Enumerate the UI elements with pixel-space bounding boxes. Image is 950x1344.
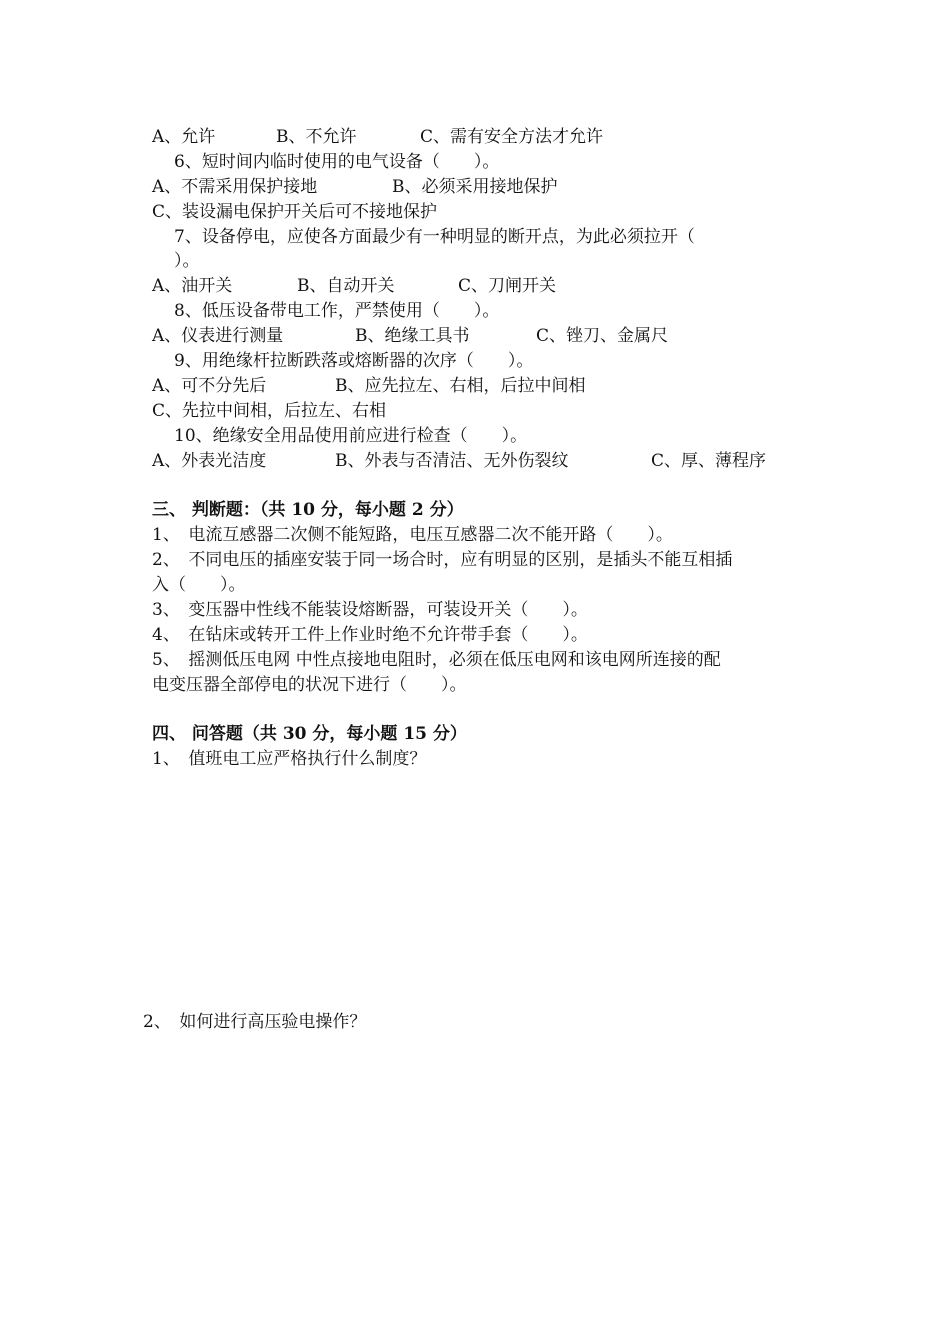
q6-option-c: C、装设漏电保护开关后可不接地保护 — [152, 202, 438, 222]
essay-question-2: 2、 如何进行高压验电操作？ — [143, 1012, 367, 1032]
section-3-heading: 三、 判断题：（共 10 分，每小题 2 分） — [152, 500, 464, 520]
essay-question-1: 1、 值班电工应严格执行什么制度？ — [152, 749, 427, 769]
question-7-line-2: ）。 — [174, 251, 200, 271]
question-7-line-1: 7、设备停电，应使各方面最少有一种明显的断开点，为此必须拉开（ — [174, 227, 695, 247]
q9-option-c: C、先拉中间相，后拉左、右相 — [152, 401, 387, 421]
q10-option-c: C、厚、薄程序 — [651, 451, 767, 471]
judgment-item-2-line-2: 入（ ）。 — [152, 575, 246, 595]
q5-option-c: C、需有安全方法才允许 — [420, 127, 604, 147]
section-4-heading: 四、 问答题（共 30 分，每小题 15 分） — [152, 724, 467, 744]
q5-option-a: A、允许 — [152, 127, 216, 147]
q9-option-a: A、可不分先后 — [152, 376, 267, 396]
judgment-item-3: 3、 变压器中性线不能装设熔断器，可装设开关（ ）。 — [152, 600, 588, 620]
q6-option-a: A、不需采用保护接地 — [152, 177, 318, 197]
question-10: 10、绝缘安全用品使用前应进行检查（ ）。 — [174, 426, 528, 446]
q8-option-a: A、仪表进行测量 — [152, 326, 284, 346]
q7-option-b: B、自动开关 — [297, 276, 395, 296]
q6-option-b: B、必须采用接地保护 — [392, 177, 558, 197]
q8-option-c: C、锉刀、金属尺 — [536, 326, 669, 346]
judgment-item-1: 1、 电流互感器二次侧不能短路，电压互感器二次不能开路（ ）。 — [152, 525, 673, 545]
q8-option-b: B、绝缘工具书 — [355, 326, 470, 346]
question-9: 9、用绝缘杆拉断跌落或熔断器的次序（ ）。 — [174, 351, 534, 371]
q10-option-b: B、外表与否清洁、无外伤裂纹 — [335, 451, 569, 471]
judgment-item-5-line-2: 电变压器全部停电的状况下进行（ ）。 — [152, 675, 467, 695]
q7-option-a: A、油开关 — [152, 276, 233, 296]
judgment-item-2-line-1: 2、 不同电压的插座安装于同一场合时，应有明显的区别，是插头不能互相插 — [152, 550, 733, 570]
question-8: 8、低压设备带电工作，严禁使用（ ）。 — [174, 301, 500, 321]
q5-option-b: B、不允许 — [276, 127, 357, 147]
judgment-item-5-line-1: 5、 摇测低压电网 中性点接地电阻时，必须在低压电网和该电网所连接的配 — [152, 650, 721, 670]
q10-option-a: A、外表光洁度 — [152, 451, 267, 471]
q7-option-c: C、刀闸开关 — [458, 276, 557, 296]
q9-option-b: B、应先拉左、右相，后拉中间相 — [335, 376, 586, 396]
question-6: 6、短时间内临时使用的电气设备（ ）。 — [174, 152, 500, 172]
judgment-item-4: 4、 在钻床或转开工件上作业时绝不允许带手套（ ）。 — [152, 625, 588, 645]
